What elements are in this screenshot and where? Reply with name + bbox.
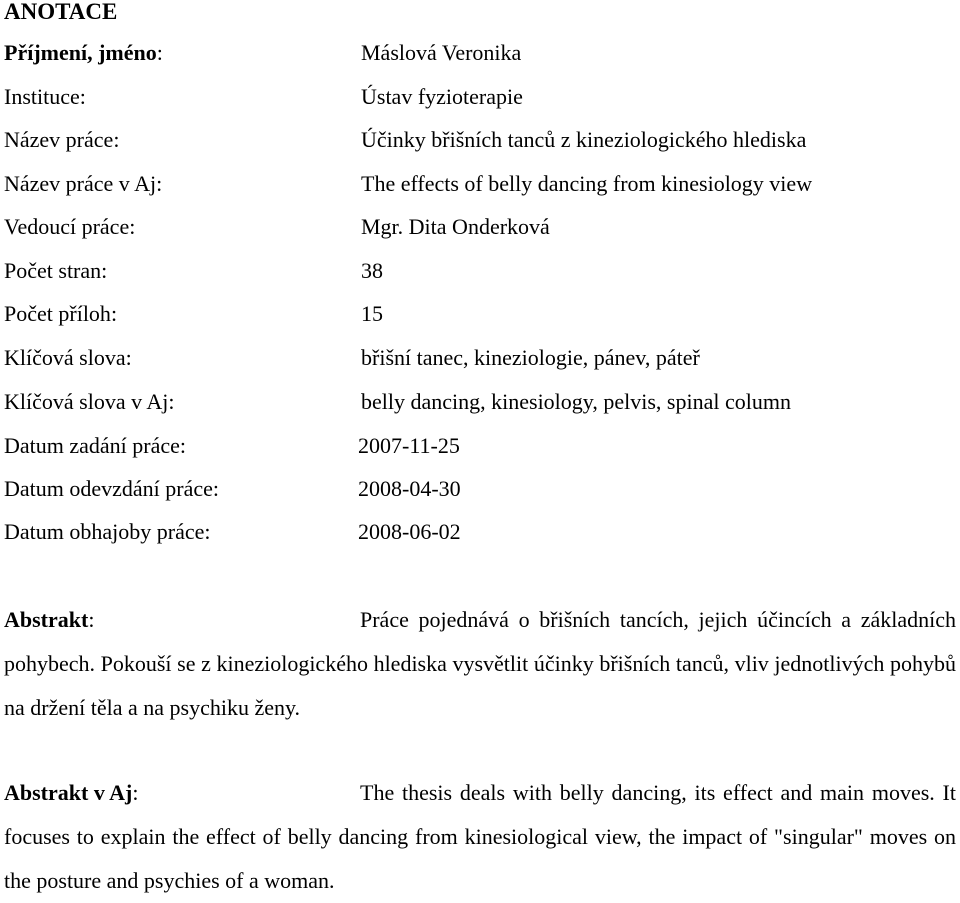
field-label-institution: Instituce (4, 84, 80, 109)
page-heading: ANOTACE (4, 0, 118, 24)
field-value-pages: 38 (361, 258, 383, 283)
field-label-appendices: Počet příloh (4, 301, 111, 326)
field-label-title: Název práce (4, 127, 114, 152)
abstract-block: Abstrakt: Práce pojednává o břišních tancích, jejich účincích a základních pohybech. Pokouší se z kineziologického hlediska vysvětlit účinky břišních tanců, vliv jednotlivých pohybů na držení těla a na psychiku ženy. (4, 607, 956, 720)
field-label-submitted: Datum odevzdání práce (4, 476, 213, 501)
field-label-assigned: Datum zadání práce (4, 433, 180, 458)
field-value-defended: 2008-06-02 (358, 519, 461, 544)
abstract-en-label: Abstrakt v Aj (4, 780, 133, 805)
field-value-submitted: 2008-04-30 (358, 476, 461, 501)
field-label-keywords: Klíčová slova (4, 345, 126, 370)
abstract-text: Práce pojednává o břišních tancích, jejich účincích a základních pohybech. Pokouší se z kineziologického hlediska vysvětlit účinky břišních tanců, vliv jednotlivých pohybů na držení těla a na psychiku ženy. (4, 607, 956, 720)
field-value-institution: Ústav fyzioterapie (361, 84, 523, 109)
field-label-title-en: Název práce v Aj (4, 171, 157, 196)
field-label-pages: Počet stran (4, 258, 102, 283)
field-label-defended: Datum obhajoby práce (4, 519, 205, 544)
field-value-title: Účinky břišních tanců z kineziologického hlediska (361, 127, 807, 152)
field-label-supervisor: Vedoucí práce (4, 214, 130, 239)
abstract-label: Abstrakt (4, 607, 89, 632)
field-label-surname: Příjmení, jméno (4, 40, 157, 65)
field-value-appendices: 15 (361, 301, 383, 326)
field-value-title-en: The effects of belly dancing from kinesiology view (361, 171, 813, 196)
abstract-en-block: Abstrakt v Aj: The thesis deals with belly dancing, its effect and main moves. It focuses to explain the effect of belly dancing from kinesiological view, the impact of "singular" moves on the posture and psychies of a woman. (4, 780, 956, 893)
field-value-assigned: 2007-11-25 (358, 433, 460, 458)
field-value-keywords: břišní tanec, kineziologie, pánev, páteř (361, 345, 700, 370)
abstract-en-text: The thesis deals with belly dancing, its effect and main moves. It focuses to explain the effect of belly dancing from kinesiological view, the impact of "singular" moves on the posture and psychies of a woman. (4, 780, 956, 893)
field-value-surname: Máslová Veronika (361, 40, 522, 65)
field-value-supervisor: Mgr. Dita Onderková (361, 214, 550, 239)
annotation-page: ANOTACE Příjmení, jméno: Máslová Veronika Instituce: Ústav fyzioterapie Název práce: Účinky břišních tanců z kineziologického hlediska Název práce v Aj: The effects of belly dancing from kinesiology view Vedoucí práce: Mgr. Dita Onderková Počet stran: 38 Počet příloh: 15 Klíčová slova: břišní tanec, kineziologie, pánev, páteř Klíčová slova v Aj: belly dancing, kinesiology, pelvis, spinal column Datum zadání práce: 2007-11-25 Datum odevzdání práce: 2008-04-30 Datum obhajoby práce: 2008-06-02 Abstrakt: Práce pojednává o břišních tancích, jejich účincích a základních pohybech. Pokouší se z kineziologického hlediska vysvětlit účinky břišních tanců, vliv jednotlivých pohybů na držení těla a na psychiku ženy. Abstrakt v Aj: The thesis deals with belly dancing, its effect and main moves. It focuses to explain the effect of belly dancing from kinesiological view, the impact of "singular" moves on the posture and psychies of a woman. (0, 0, 960, 895)
field-value-keywords-en: belly dancing, kinesiology, pelvis, spinal column (361, 389, 791, 414)
field-label-keywords-en: Klíčová slova v Aj (4, 389, 169, 414)
